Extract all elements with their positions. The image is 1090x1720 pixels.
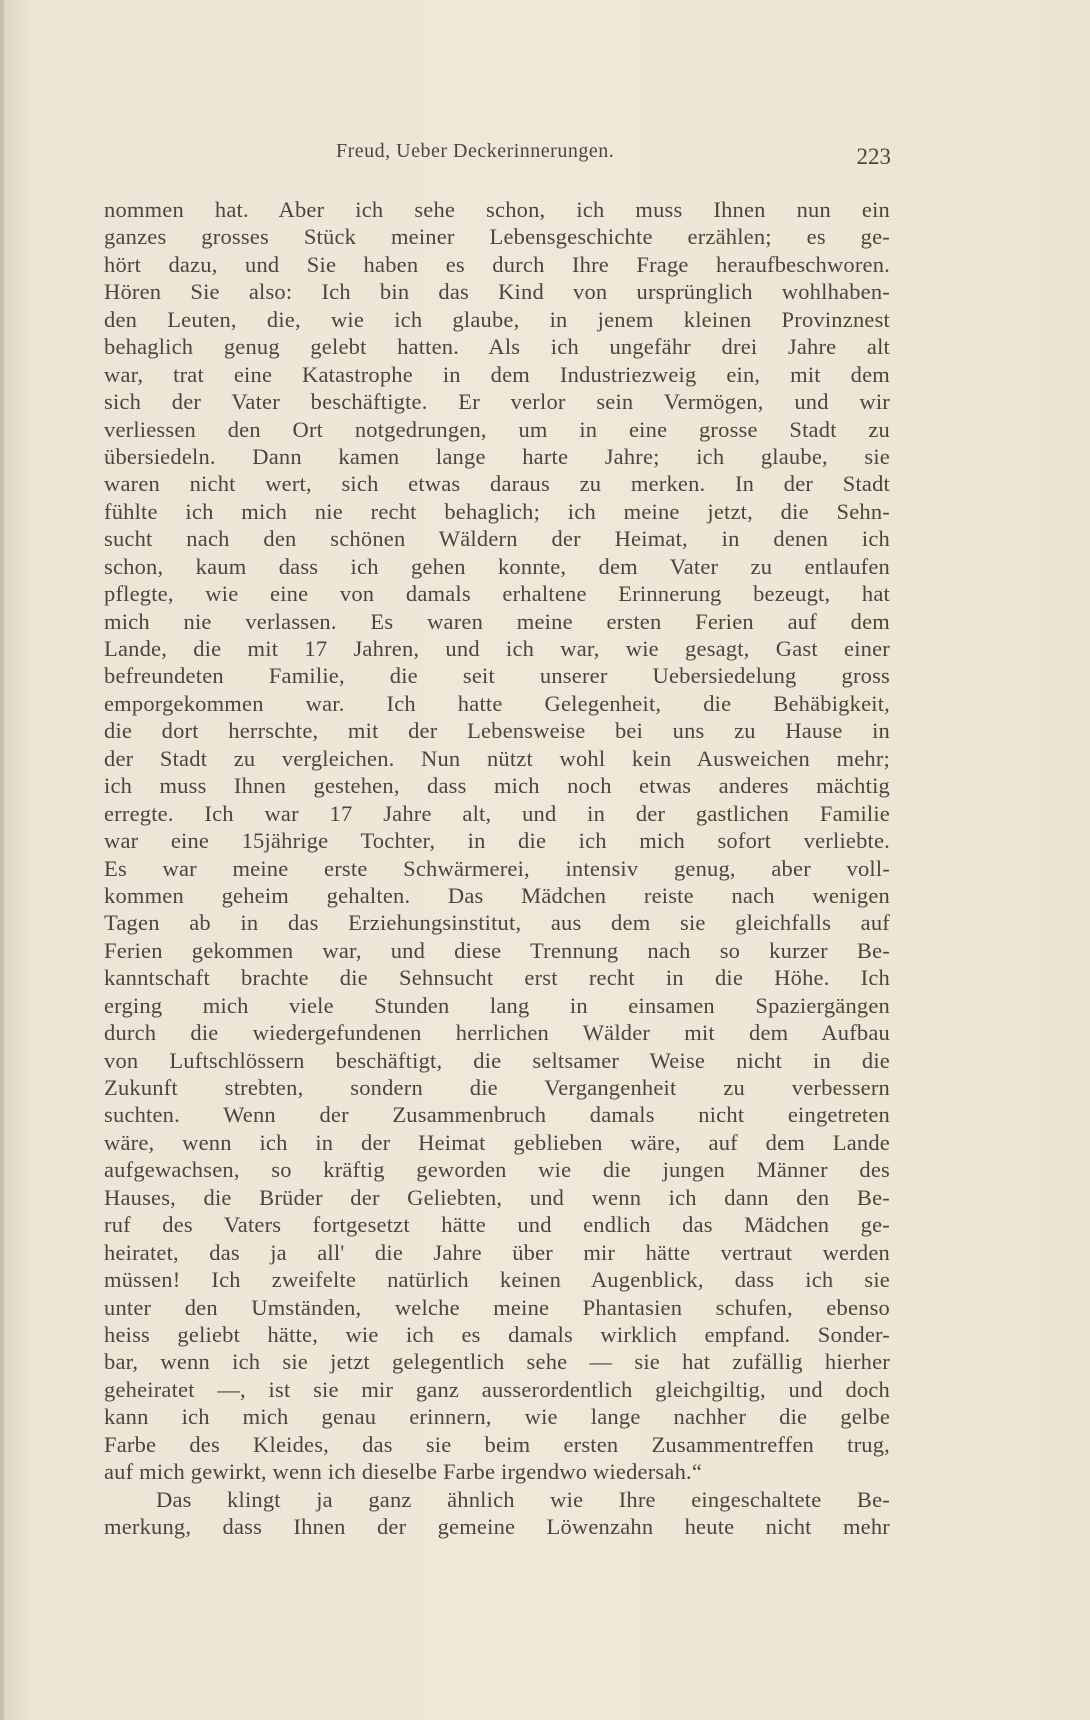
text-line: durch die wiedergefundenen herrlichen Wälder mit dem Aufbau bbox=[104, 1020, 890, 1046]
text-line: ruf des Vaters fortgesetzt hätte und endlich das Mädchen ge- bbox=[104, 1212, 890, 1238]
text-line: befreundeten Familie, die seit unserer Uebersiedelung gross bbox=[104, 663, 890, 689]
text-line: Zukunft strebten, sondern die Vergangenheit zu verbessern bbox=[104, 1075, 890, 1100]
text-line: heiss geliebt hätte, wie ich es damals wirklich empfand. Sonder- bbox=[104, 1321, 890, 1347]
text-line: heiratet, das ja all' die Jahre über mir hätte vertraut werden bbox=[104, 1239, 890, 1265]
text-line: fühlte ich mich nie recht behaglich; ich meine jetzt, die Sehn- bbox=[104, 498, 890, 524]
text-line: wäre, wenn ich in der Heimat geblieben wäre, auf dem Lande bbox=[104, 1129, 890, 1155]
text-line: war eine 15jährige Tochter, in die ich mich sofort verliebte. bbox=[104, 828, 890, 854]
text-line: mich nie verlassen. Es waren meine ersten Ferien auf dem bbox=[104, 608, 890, 634]
text-line: ganzes grosses Stück meiner Lebensgeschichte erzählen; es ge- bbox=[104, 224, 890, 250]
text-line: Farbe des Kleides, das sie beim ersten Zusammentreffen trug, bbox=[104, 1431, 890, 1457]
text-line: nommen hat. Aber ich sehe schon, ich muss Ihnen nun ein bbox=[104, 197, 890, 222]
text-line: kann ich mich genau erinnern, wie lange nachher die gelbe bbox=[104, 1404, 890, 1430]
text-line: den Leuten, die, wie ich glaube, in jenem kleinen Provinznest bbox=[104, 306, 890, 332]
text-line: erging mich viele Stunden lang in einsamen Spaziergängen bbox=[104, 992, 890, 1018]
text-line: sich der Vater beschäftigte. Er verlor sein Vermögen, und wir bbox=[104, 389, 890, 415]
text-line: kanntschaft brachte die Sehnsucht erst recht in die Höhe. Ich bbox=[104, 965, 890, 991]
page-number: 223 bbox=[856, 144, 891, 169]
text-line-paragraph-end: auf mich gewirkt, wenn ich dieselbe Farbe irgendwo wiedersah.“ bbox=[104, 1459, 703, 1485]
text-line: unter den Umständen, welche meine Phantasien schufen, ebenso bbox=[104, 1294, 890, 1320]
text-line-paragraph-start: Das klingt ja ganz ähnlich wie Ihre eingeschaltete Be- bbox=[156, 1486, 890, 1512]
page-binding-edge bbox=[0, 0, 4, 1720]
text-line: pflegte, wie eine von damals erhaltene Erinnerung bezeugt, hat bbox=[104, 581, 890, 607]
text-line: bar, wenn ich sie jetzt gelegentlich sehe — sie hat zufällig hierher bbox=[104, 1349, 890, 1375]
text-line: waren nicht wert, sich etwas daraus zu merken. In der Stadt bbox=[104, 471, 890, 497]
text-line: die dort herrschte, mit der Lebensweise bei uns zu Hause in bbox=[104, 718, 890, 744]
text-line: Hören Sie also: Ich bin das Kind von ursprünglich wohlhaben- bbox=[104, 279, 890, 305]
text-line: schon, kaum dass ich gehen konnte, dem Vater zu entlaufen bbox=[104, 553, 890, 579]
text-line: geheiratet —, ist sie mir ganz ausserordentlich gleichgiltig, und doch bbox=[104, 1376, 890, 1402]
text-line: kommen geheim gehalten. Das Mädchen reiste nach wenigen bbox=[104, 882, 890, 908]
text-line: erregte. Ich war 17 Jahre alt, und in der gastlichen Familie bbox=[104, 800, 890, 826]
running-head bbox=[118, 140, 891, 176]
text-line: von Luftschlössern beschäftigt, die seltsamer Weise nicht in die bbox=[104, 1047, 890, 1073]
text-line: hört dazu, und Sie haben es durch Ihre Frage heraufbeschworen. bbox=[104, 251, 890, 277]
text-line: Es war meine erste Schwärmerei, intensiv genug, aber voll- bbox=[104, 855, 890, 881]
text-line: sucht nach den schönen Wäldern der Heimat, in denen ich bbox=[104, 526, 890, 552]
text-line: behaglich genug gelebt hatten. Als ich ungefähr drei Jahre alt bbox=[104, 334, 890, 360]
text-line: müssen! Ich zweifelte natürlich keinen Augenblick, dass ich sie bbox=[104, 1267, 890, 1293]
text-line: merkung, dass Ihnen der gemeine Löwenzahn heute nicht mehr bbox=[104, 1514, 890, 1539]
text-line: Hauses, die Brüder der Geliebten, und wenn ich dann den Be- bbox=[104, 1184, 890, 1210]
text-line: emporgekommen war. Ich hatte Gelegenheit, die Behäbigkeit, bbox=[104, 690, 890, 716]
text-line: übersiedeln. Dann kamen lange harte Jahre; ich glaube, sie bbox=[104, 443, 890, 469]
text-line: verliessen den Ort notgedrungen, um in eine grosse Stadt zu bbox=[104, 416, 890, 442]
text-line: suchten. Wenn der Zusammenbruch damals nicht eingetreten bbox=[104, 1102, 890, 1128]
text-line: Lande, die mit 17 Jahren, und ich war, wie gesagt, Gast einer bbox=[104, 636, 890, 661]
text-line: war, trat eine Katastrophe in dem Industriezweig ein, mit dem bbox=[104, 361, 890, 387]
text-line: Ferien gekommen war, und diese Trennung nach so kurzer Be- bbox=[104, 937, 890, 963]
body-text bbox=[104, 196, 890, 1540]
text-line: der Stadt zu vergleichen. Nun nützt wohl kein Ausweichen mehr; bbox=[104, 745, 890, 771]
text-line: aufgewachsen, so kräftig geworden wie die jungen Männer des bbox=[104, 1157, 890, 1183]
text-line: Tagen ab in das Erziehungsinstitut, aus dem sie gleichfalls auf bbox=[104, 910, 890, 936]
running-title: Freud, Ueber Deckerinnerungen. bbox=[336, 140, 615, 162]
text-line: ich muss Ihnen gestehen, dass mich noch etwas anderes mächtig bbox=[104, 773, 890, 799]
